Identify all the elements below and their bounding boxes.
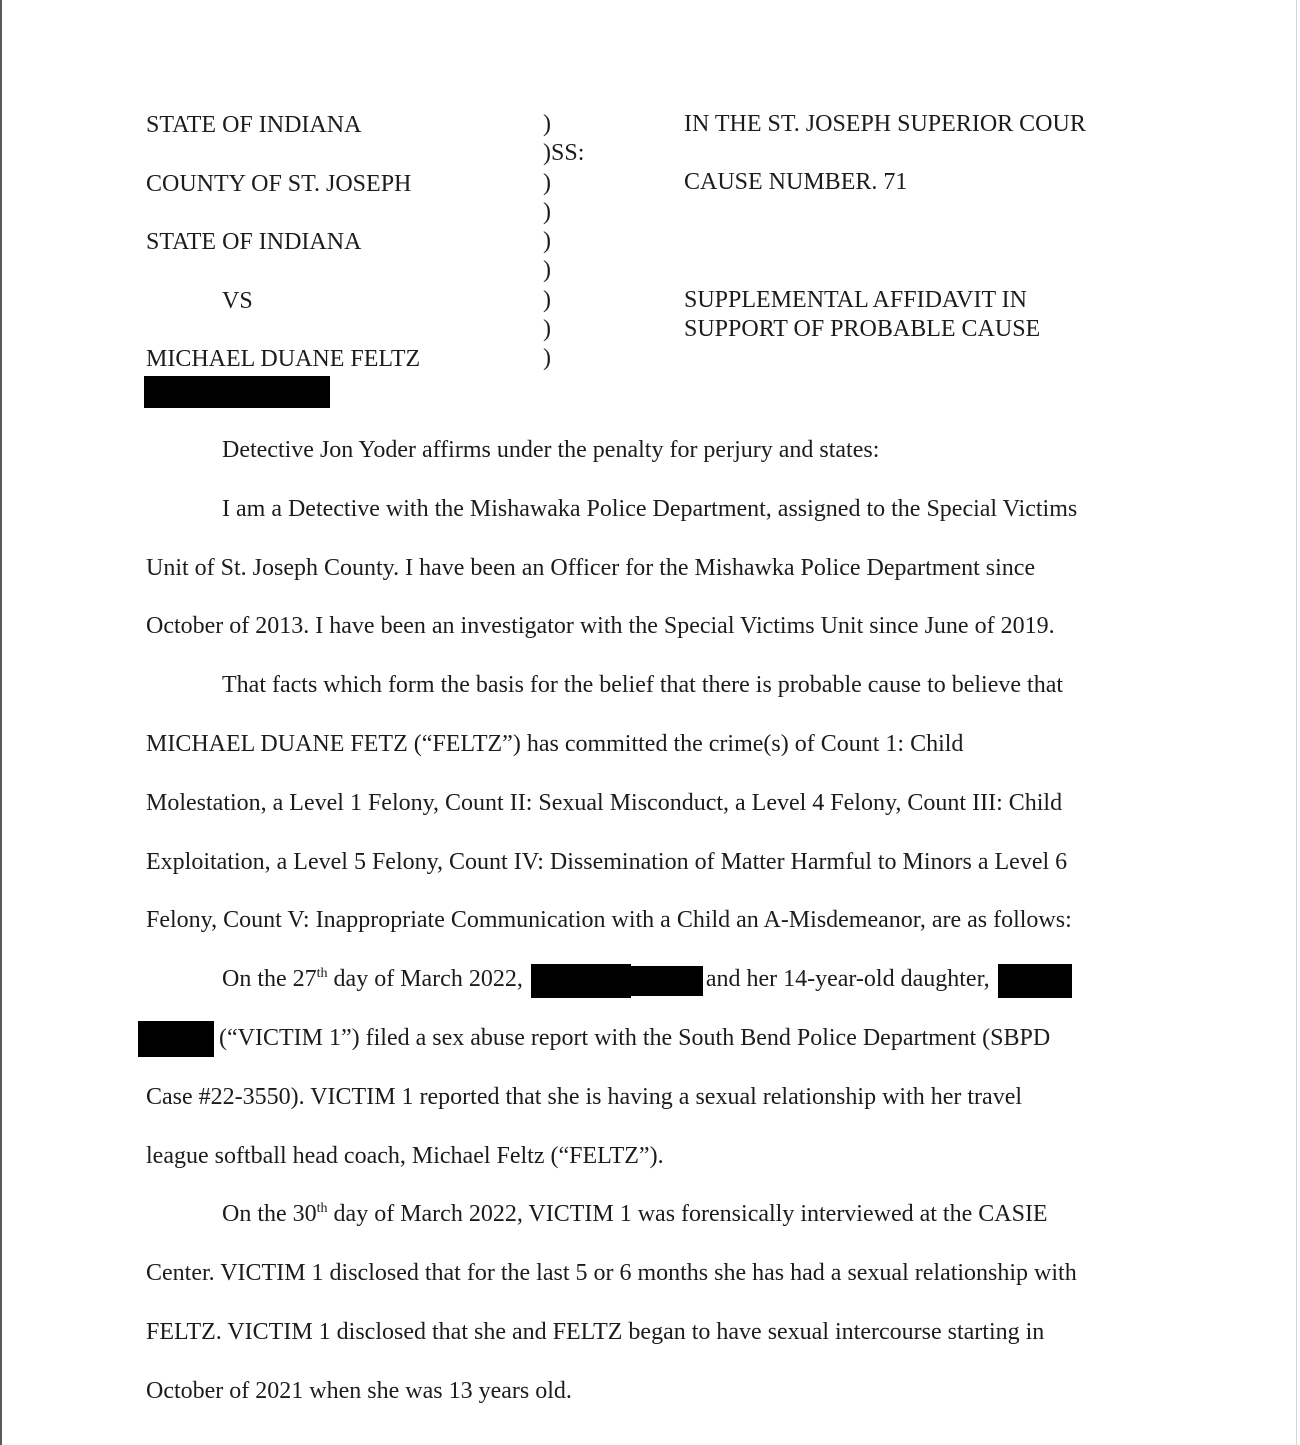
caption-state: STATE OF INDIANA	[146, 112, 362, 138]
caption-parentheses	[543, 110, 613, 374]
redaction-box	[998, 964, 1072, 998]
paren: )	[543, 345, 551, 372]
body-line	[146, 1197, 1146, 1256]
paren: )	[543, 257, 551, 284]
body-line: Exploitation, a Level 5 Felony, Count IV: Dissemination of Matter Harmful to Minors a Level 6	[146, 848, 1068, 875]
ordinal-suffix: th	[316, 1201, 328, 1217]
body-line	[146, 962, 1146, 1021]
body-line: I am a Detective with the Mishawaka Police Department, assigned to the Special Victims	[222, 495, 1078, 522]
body-line: Molestation, a Level 1 Felony, Count II: Sexual Misconduct, a Level 4 Felony, Count III: Child	[146, 789, 1063, 816]
caption-plaintiff: STATE OF INDIANA	[146, 229, 362, 255]
paren: )	[543, 228, 551, 255]
cause-number: CAUSE NUMBER. 71	[684, 169, 908, 195]
page-right-edge	[1296, 0, 1297, 1445]
caption-versus: VS	[222, 287, 253, 314]
body-line: That facts which form the basis for the belief that there is probable cause to believe that	[222, 672, 1064, 699]
court-name: IN THE ST. JOSEPH SUPERIOR COUR	[684, 111, 1086, 137]
body-line: MICHAEL DUANE FETZ (“FELTZ”) has committed the crime(s) of Count 1: Child	[146, 730, 964, 757]
body-line: Unit of St. Joseph County. I have been an Officer for the Mishawka Police Department since	[146, 554, 1036, 581]
body-line: October of 2021 when she was 13 years old.	[146, 1377, 572, 1404]
affidavit-body	[146, 433, 1146, 1433]
redaction-box	[138, 1021, 214, 1057]
text-fragment: and her 14-year-old daughter,	[705, 966, 990, 993]
paren-ss: )SS:	[543, 140, 585, 167]
page-left-edge	[0, 0, 2, 1445]
body-line: Felony, Count V: Inappropriate Communication with a Child an A-Misdemeanor, are as follows:	[146, 907, 1072, 934]
caption-defendant: MICHAEL DUANE FELTZ	[146, 346, 421, 372]
ordinal-suffix: th	[316, 966, 328, 982]
document-title-line-1: SUPPLEMENTAL AFFIDAVIT IN	[684, 287, 1028, 313]
body-line	[138, 1021, 1146, 1080]
paren: )	[543, 198, 551, 225]
body-line: October of 2013. I have been an investigator with the Special Victims Unit since June of 2019.	[146, 613, 1055, 640]
case-caption-parties	[146, 110, 526, 403]
text-fragment: On the 27	[222, 966, 317, 993]
body-line: Case #22-3550). VICTIM 1 reported that she is having a sexual relationship with her travel	[146, 1083, 1023, 1110]
redaction-box	[531, 964, 631, 998]
body-line: Center. VICTIM 1 disclosed that for the last 5 or 6 months she has had a sexual relationship with	[146, 1260, 1077, 1287]
paren: )	[543, 169, 551, 196]
paren: )	[543, 316, 551, 343]
text-fragment: (“VICTIM 1”) filed a sex abuse report with the South Bend Police Department (SBPD	[219, 1024, 1051, 1051]
body-line: Detective Jon Yoder affirms under the penalty for perjury and states:	[222, 437, 880, 463]
text-fragment: On the 30	[222, 1201, 317, 1228]
body-line: FELTZ. VICTIM 1 disclosed that she and FELTZ began to have sexual intercourse starting in	[146, 1318, 1045, 1345]
paren: )	[543, 286, 551, 313]
document-title-line-2: SUPPORT OF PROBABLE CAUSE	[684, 316, 1041, 342]
text-fragment: day of March 2022, VICTIM 1 was forensically interviewed at the CASIE	[327, 1201, 1048, 1228]
body-line: league softball head coach, Michael Feltz (“FELTZ”).	[146, 1142, 664, 1169]
redaction-box	[631, 966, 703, 996]
paren: )	[543, 111, 551, 137]
caption-county: COUNTY OF ST. JOSEPH	[146, 170, 412, 197]
text-fragment: day of March 2022,	[327, 966, 523, 993]
redaction-box	[144, 376, 330, 408]
